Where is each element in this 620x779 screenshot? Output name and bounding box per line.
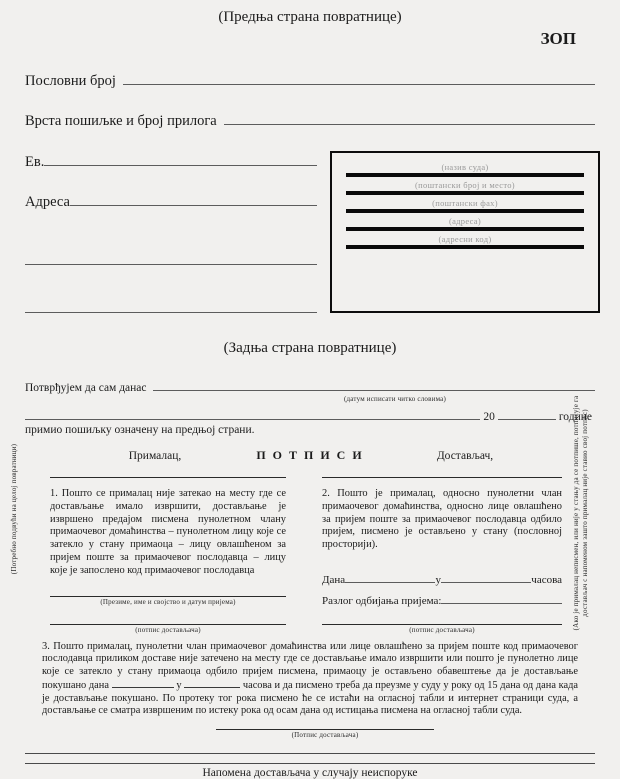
recipient-name-caption: (Презиме, име и својство и датум пријема)	[100, 597, 236, 606]
shipment-type-line	[224, 111, 595, 126]
dana-time-line	[441, 572, 531, 583]
paragraph-3-part-2: часова и да писмено треба да преузме у суду у року од 15 дана од дана када је достављање покушано. По протеку тог рока писмено ће се истаћи на огласној табли и интернет страници суда, а достављање се сматра извршеним по истеку рока од осам дана од истицања писмена на огласној табли суда.	[42, 679, 578, 717]
refusal-datetime-row	[322, 572, 562, 586]
footer-note: Напомена достављача у случају неиспоруке	[202, 767, 418, 779]
recipient-label: Прималац,	[128, 450, 182, 462]
po-box-bar	[346, 209, 584, 213]
deliverer-column-line	[322, 477, 562, 478]
columns-gap	[286, 488, 322, 634]
body-columns	[50, 488, 562, 634]
recipient-name-line	[50, 587, 286, 597]
court-name-field	[346, 162, 584, 177]
received-text: примио пошиљку означену на предњој страни.	[25, 424, 255, 436]
po-box-label: (поштански фах)	[432, 198, 498, 208]
box-address-label: (адреса)	[448, 216, 482, 226]
postal-code-label: (поштански број и место)	[415, 180, 515, 190]
column-spacer	[286, 477, 322, 478]
deliverer-signature-caption-3: (Потпис достављача)	[291, 731, 359, 740]
year-long-line	[25, 409, 480, 421]
business-number-line	[123, 70, 595, 85]
address-extra-row-2	[25, 299, 317, 314]
left-column	[50, 488, 286, 634]
business-number-row	[25, 70, 595, 90]
hours-label: часова	[531, 573, 563, 586]
postal-code-bar	[346, 191, 584, 195]
refusal-reason-row	[322, 593, 562, 607]
deliverer-signature-line-3	[216, 728, 434, 730]
box-address-bar	[346, 227, 584, 231]
confirm-label: Потврђујем да сам данас	[25, 381, 147, 394]
address-line-1	[70, 192, 317, 207]
confirm-date-line	[153, 379, 595, 391]
dana-label: Дана	[322, 573, 346, 586]
year-suffix: године	[558, 411, 592, 423]
business-number-label: Пословни број	[25, 72, 116, 89]
paragraph-3-u: у	[176, 679, 182, 691]
address-code-field	[346, 234, 584, 249]
right-column	[322, 488, 562, 634]
year-blank-line	[498, 409, 556, 421]
zop-label: ЗОП	[540, 29, 576, 48]
left-vertical-note: (Потребно подвући на целој повратници)	[10, 443, 18, 575]
shipment-type-label: Врста пошиљке и број прилога	[25, 113, 217, 129]
shipment-type-row	[25, 111, 595, 131]
refusal-reason-line	[441, 593, 562, 604]
ev-row	[25, 151, 317, 171]
column-top-lines	[50, 477, 562, 478]
confirm-row	[25, 379, 595, 394]
paragraph-3-part-1: 3. Пошто прималац, пунолетни члан примаочевог домаћинства или лице овлашћено за пријем поште код примаочевог послодавца приликом доставе није затечено на месту где се достављање имало извршити или пошто је пунолетно лице које се затекло у стану примаоца одбило пријем писмена, примаоцу је остављено обавештење да је достављање покушано дана	[42, 640, 578, 691]
address-label: Адреса	[25, 194, 70, 210]
year-row	[25, 409, 595, 424]
dana-date-line	[345, 572, 435, 583]
ev-line	[44, 151, 317, 166]
po-box-field	[346, 198, 584, 213]
deliverer-signature-line-1	[50, 615, 286, 625]
paragraph-3	[42, 641, 578, 719]
front-columns	[25, 151, 600, 313]
paragraph-2: 2. Пошто је прималац, односно пунолетни члан примаочевог домаћинства, односно лице овлашћено за пријем поште за примаочевог послодавца одбило пријем, писмено је остављено у стану (пословној просторији).	[322, 488, 562, 551]
front-left-fields	[25, 151, 317, 313]
u-label: у	[435, 573, 441, 586]
footer-rule-2	[25, 763, 595, 764]
signatures-header	[60, 448, 560, 463]
recipient-signature-group	[50, 587, 286, 606]
ev-label: Ев.	[25, 153, 45, 170]
deliverer-signature-caption-1: (потпис достављача)	[135, 625, 201, 634]
date-caption: (датум исписати читко словима)	[344, 394, 446, 403]
deliverer-signature-group-2	[322, 615, 562, 634]
deliverer-signature-caption-2: (потпис достављача)	[409, 625, 475, 634]
recipient-column-line	[50, 477, 286, 478]
refusal-reason-label: Разлог одбијања пријема:	[322, 594, 442, 607]
paragraph-1: 1. Пошто се прималац није затекао на месту где се достављање имало извршити, достављање је извршено предајом писмена пунолетном члану примаочевог домаћинства – пунолетном лицу које се затекло у стану примаоца – лицу овлашћеном за пријем поште за примаочевог послодавца – лицу које је запослено код примаочевог послодавца	[50, 488, 286, 576]
address-line-3	[25, 299, 317, 314]
front-side-title: (Предња страна повратнице)	[218, 9, 402, 25]
address-extra-row-1	[25, 250, 317, 265]
court-address-box	[330, 151, 600, 313]
deliverer-signature-line-2	[322, 615, 562, 625]
address-row	[25, 192, 317, 212]
box-address-field	[346, 216, 584, 231]
court-name-bar	[346, 173, 584, 177]
attempt-date-blank	[112, 679, 174, 688]
deliverer-signature-group-3	[216, 728, 434, 739]
footer-rule-1	[25, 753, 595, 754]
attempt-time-blank	[184, 679, 240, 688]
signatures-title: П О Т П И С И	[256, 448, 364, 462]
address-code-label: (адресни код)	[438, 234, 492, 244]
deliverer-signature-group-1	[50, 615, 286, 634]
postal-code-field	[346, 180, 584, 195]
deliverer-label: Достављач,	[436, 450, 494, 462]
address-code-bar	[346, 245, 584, 249]
court-name-label: (назив суда)	[441, 162, 489, 172]
year-prefix: 20	[483, 411, 495, 423]
right-vertical-note: (Ако је прималац неписмен, или није у стању да се потпише, потписује га достављач с напоменом зашто прималац није ставио свој потпис)	[572, 395, 590, 631]
back-side-title: (Задња страна повратнице)	[223, 340, 397, 356]
address-line-2	[25, 250, 317, 265]
